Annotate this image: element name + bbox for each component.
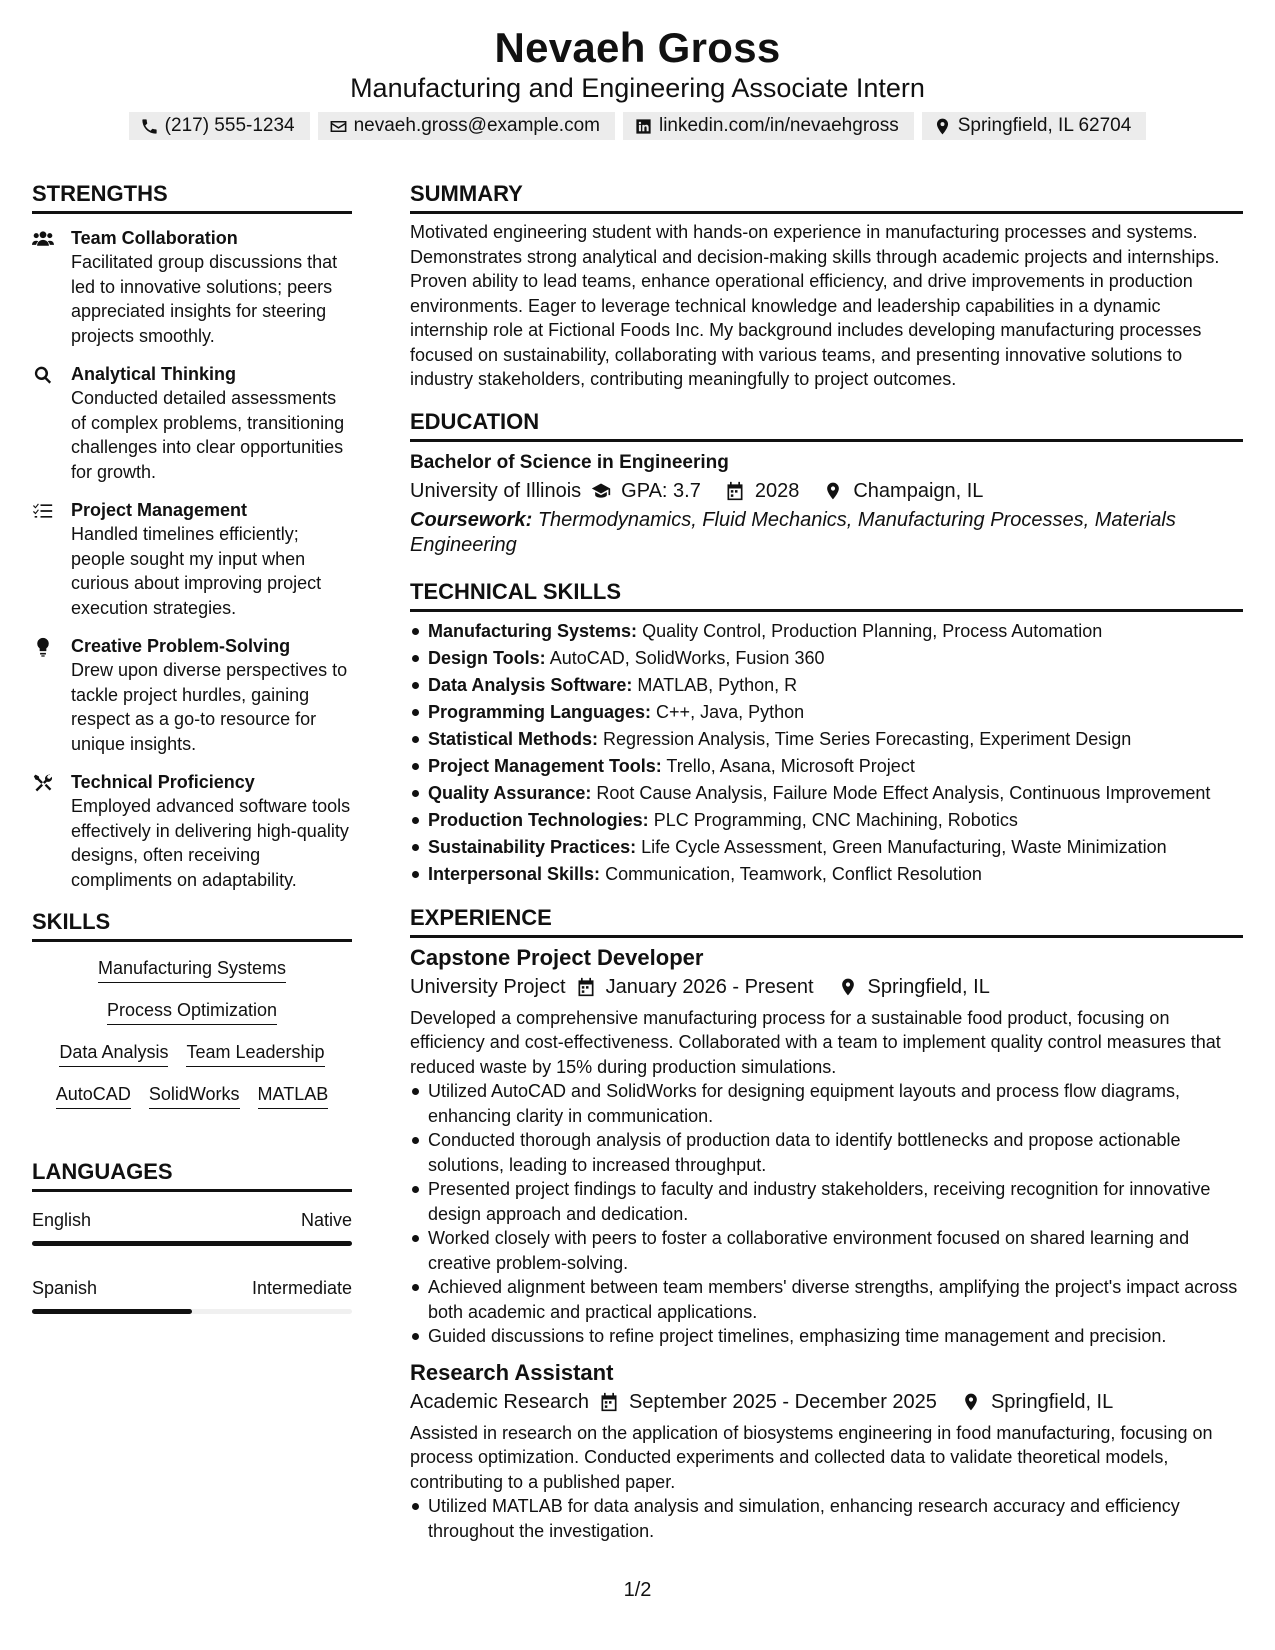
job-summary: Assisted in research on the application of biosystems engineering in food manufacturing, focusing on process optimization. Conducted experiments and collected data to validate theoretical models, contributing to a published paper. [410,1422,1213,1492]
skill-tag: Data Analysis [59,1040,168,1067]
job-bullets [410,1494,1243,1543]
language-name: English [32,1210,92,1230]
strength-description: Conducted detailed assessments of complex problems, transitioning challenges into clear opportunities for growth. [71,388,345,482]
education-gpa: GPA: 3.7 [621,479,701,502]
list-item: Manufacturing Systems: Quality Control, Production Planning, Process Automation [410,618,1243,645]
technical-skills-list [410,618,1243,888]
education-heading: EDUCATION [410,408,1243,442]
strength-description: Employed advanced software tools effectively in delivering high-quality designs, often receiving compliments on adaptability. [71,796,351,890]
skill-tag: SolidWorks [149,1082,240,1109]
list-item: Achieved alignment between team members' diverse strengths, amplifying the project's impact across both academic and practical applications. [410,1275,1243,1324]
strength-title: Project Management [71,500,248,520]
job-entry [410,944,1243,1349]
list-item: Worked closely with peers to foster a collaborative environment focused on shared learning and creative problem-solving. [410,1226,1243,1275]
strength-item [32,362,352,484]
technical-skills-heading: TECHNICAL SKILLS [410,578,1243,612]
skill-tag: Manufacturing Systems [98,956,286,983]
strength-description: Handled timelines efficiently; people sought my input when curious about improving project execution strategies. [71,524,322,618]
language-level: Native [300,1210,352,1230]
candidate-headline: Manufacturing and Engineering Associate Intern [350,73,925,103]
language-level: Intermediate [251,1278,352,1298]
language-proficiency-bar [32,1309,352,1314]
strength-item [32,226,352,348]
right-column [410,180,1243,1543]
job-bullets [410,1079,1243,1349]
skills-heading: SKILLS [32,908,352,942]
lightbulb-icon [32,637,54,657]
language-item [32,1208,352,1246]
linkedin-icon [634,117,653,136]
strength-item [32,634,352,756]
contact-linkedin-text: linkedin.com/in/nevaehgross [658,115,899,136]
language-item [32,1276,352,1314]
job-location: Springfield, IL [867,975,990,998]
strength-title: Technical Proficiency [71,772,255,792]
languages-heading: LANGUAGES [32,1158,352,1192]
contact-location-text: Springfield, IL 62704 [957,115,1132,136]
map-pin-icon [823,481,843,501]
calendar-icon [576,977,596,997]
job-entry [410,1359,1243,1544]
job-meta [410,1387,1243,1417]
list-item: Utilized AutoCAD and SolidWorks for designing equipment layouts and process flow diagrams, enhancing clarity in communication. [410,1079,1243,1128]
contact-email-text: nevaeh.gross@example.com [353,115,600,136]
resume-header [0,22,1275,140]
job-location: Springfield, IL [990,1390,1114,1413]
strength-item [32,770,352,892]
list-item: Statistical Methods: Regression Analysis, Time Series Forecasting, Experiment Design [410,726,1243,753]
job-summary: Developed a comprehensive manufacturing process for a sustainable food product, focusing on efficiency and cost-effectiveness. Collaborated with a team to implement quality control measures that reduced waste by 15% during production simulations. [410,1007,1221,1077]
contact-phone-text: (217) 555-1234 [164,115,295,136]
page-number: 1/2 [623,1579,652,1601]
calendar-icon [725,481,745,501]
strength-title: Team Collaboration [71,228,238,248]
tools-icon [32,773,54,793]
map-pin-icon [961,1392,981,1412]
education-location: Champaign, IL [853,479,984,502]
coursework-list: Thermodynamics, Fluid Mechanics, Manufacturing Processes, Materials Engineering [410,508,1176,556]
contact-phone[interactable] [129,112,310,140]
language-proficiency-fill [32,1241,352,1246]
experience-heading: EXPERIENCE [410,904,1243,938]
strength-item [32,498,352,620]
strengths-heading: STRENGTHS [32,180,352,214]
job-dates: September 2025 - December 2025 [628,1390,937,1413]
list-item: Programming Languages: C++, Java, Python [410,699,1243,726]
graduation-cap-icon [591,481,611,501]
calendar-icon [599,1392,619,1412]
list-item: Data Analysis Software: MATLAB, Python, R [410,672,1243,699]
skill-tag: Process Optimization [107,998,277,1025]
education-year: 2028 [754,479,800,502]
summary-text: Motivated engineering student with hands-on experience in manufacturing processes and systems. Demonstrates strong analytical and decision-making skills through academic projects and internships. Proven ability to lead teams, enhance operational efficiency, and drive improvements in production environments. Eager to leverage technical knowledge and leadership capabilities in a dynamic internship role at Fictional Foods Inc. My background includes developing manufacturing processes focused on sustainability, collaborating with various teams, and presenting innovative solutions to industry stakeholders, contributing meaningfully to project outcomes. [410,222,1220,389]
list-item: Design Tools: AutoCAD, SolidWorks, Fusion 360 [410,645,1243,672]
envelope-icon [329,117,348,136]
users-icon [32,229,54,249]
list-item: Sustainability Practices: Life Cycle Assessment, Green Manufacturing, Waste Minimization [410,834,1243,861]
list-item: Project Management Tools: Trello, Asana, Microsoft Project [410,753,1243,780]
list-item: Interpersonal Skills: Communication, Teamwork, Conflict Resolution [410,861,1243,888]
contact-location [922,112,1147,140]
list-check-icon [32,501,54,521]
strength-description: Drew upon diverse perspectives to tackle project hurdles, gaining respect as a go-to resource for unique insights. [71,660,348,754]
education-meta [410,476,1243,506]
list-item: Conducted thorough analysis of production data to identify bottlenecks and propose actionable solutions, leading to increased throughput. [410,1128,1243,1177]
strength-title: Analytical Thinking [71,364,237,384]
list-item: Utilized MATLAB for data analysis and simulation, enhancing research accuracy and efficiency throughout the investigation. [410,1494,1243,1543]
list-item: Quality Assurance: Root Cause Analysis, Failure Mode Effect Analysis, Continuous Improvement [410,780,1243,807]
list-item: Presented project findings to faculty and industry stakeholders, receiving recognition for innovative design approach and dedication. [410,1177,1243,1226]
language-proficiency-bar [32,1241,352,1246]
left-column [32,180,352,1334]
strength-title: Creative Problem-Solving [71,636,291,656]
list-item: Production Technologies: PLC Programming, CNC Machining, Robotics [410,807,1243,834]
contact-bar [0,112,1275,140]
job-title: Research Assistant [410,1359,614,1385]
skill-tag: MATLAB [258,1082,329,1109]
strength-description: Facilitated group discussions that led to innovative solutions; peers appreciated insights for steering projects smoothly. [71,252,338,346]
contact-linkedin[interactable] [623,112,914,140]
job-title: Capstone Project Developer [410,944,704,970]
language-name: Spanish [32,1278,98,1298]
skill-tag: Team Leadership [186,1040,324,1067]
education-degree: Bachelor of Science in Engineering [410,451,729,473]
job-org: University Project [410,975,566,998]
job-meta [410,972,1243,1002]
job-org: Academic Research [410,1390,589,1413]
language-proficiency-fill [32,1309,192,1314]
map-pin-icon [838,977,858,997]
education-coursework [410,508,1243,558]
phone-icon [140,117,159,136]
skills-tag-list [32,956,352,1124]
coursework-label: Coursework: [410,508,533,531]
skill-tag: AutoCAD [56,1082,131,1109]
map-pin-icon [933,117,952,136]
contact-email[interactable] [318,112,615,140]
candidate-name: Nevaeh Gross [494,24,781,71]
education-school: University of Illinois [410,479,582,502]
job-dates: January 2026 - Present [605,975,814,998]
search-icon [32,365,54,385]
list-item: Guided discussions to refine project timelines, emphasizing time management and precision. [410,1324,1243,1349]
summary-heading: SUMMARY [410,180,1243,214]
